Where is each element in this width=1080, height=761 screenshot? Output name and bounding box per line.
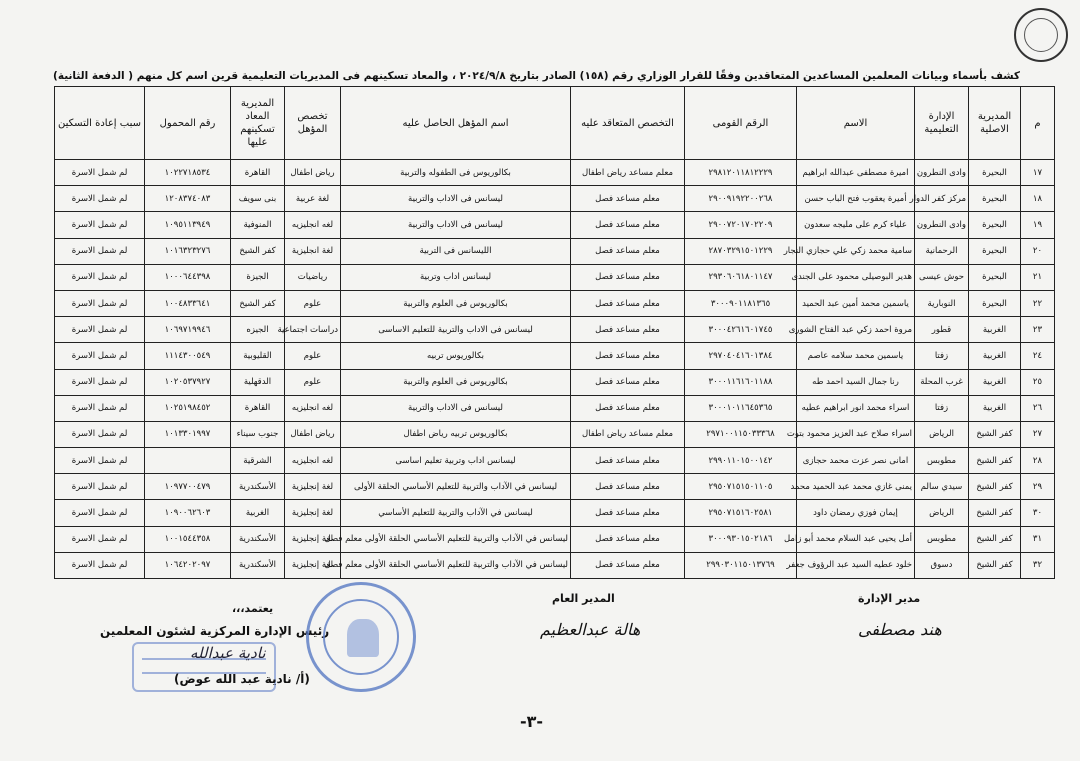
cell-orig-dir: كفر الشيخ xyxy=(969,448,1021,474)
col-qualification: اسم المؤهل الحاصل عليه xyxy=(341,87,571,160)
cell-name: اسراء صلاح عبد العزيز محمود بتوت xyxy=(797,421,915,447)
cell-edu-admin: دسوق xyxy=(915,552,969,578)
cell-new-dir: المنوفية xyxy=(231,212,285,238)
cell-mobile: ١٠٩٧٧٠٠٤٧٩ xyxy=(145,474,231,500)
cell-qualification: ليسانس في الآداب والتربية للتعليم الأساسي الحلقة الأولى xyxy=(341,474,571,500)
cell-national-id: ٣٠٠٠٤٢٦١٦٠١٧٤٥ xyxy=(685,317,797,343)
cell-qualification: بكالوريوس فى العلوم والتربية xyxy=(341,369,571,395)
cell-mobile xyxy=(145,448,231,474)
cell-qualification: بكالوريوس تربيه رياض اطفال xyxy=(341,421,571,447)
cell-orig-dir: البحيرة xyxy=(969,212,1021,238)
cell-new-dir: بنى سويف xyxy=(231,186,285,212)
cell-edu-admin: قطور xyxy=(915,317,969,343)
cell-qualification: ليسانس اداب وتربية xyxy=(341,264,571,290)
cell-qualification: بكالوريوس فى الطفوله والتربية xyxy=(341,160,571,186)
cell-contract-spec: معلم مساعد فصل xyxy=(571,264,685,290)
table-row xyxy=(55,448,1055,474)
cell-national-id: ٢٨٧٠٣٢٩١٥٠١٢٢٩ xyxy=(685,238,797,264)
cell-num: ٣٠ xyxy=(1021,500,1055,526)
cell-name: إيمان فوزي رمضان داود xyxy=(797,500,915,526)
cell-num: ١٩ xyxy=(1021,212,1055,238)
cell-qualification: ليسانس فى الاداب والتربية للتعليم الاساسى xyxy=(341,317,571,343)
cell-new-dir: الأسكندرية xyxy=(231,474,285,500)
cell-mobile: ١٠١٣٣٠١٩٩٧ xyxy=(145,421,231,447)
cell-orig-dir: الغربية xyxy=(969,369,1021,395)
cell-mobile: ١٠٢٢٧١٨٥٣٤ xyxy=(145,160,231,186)
cell-qual-spec: دراسات اجتماعية xyxy=(285,317,341,343)
cell-edu-admin: النوبارية xyxy=(915,290,969,316)
cell-new-dir: القاهرة xyxy=(231,395,285,421)
table-row xyxy=(55,552,1055,578)
cell-name: مروة احمد زكي عبد الفتاح الشورى xyxy=(797,317,915,343)
cell-edu-admin: زفتا xyxy=(915,395,969,421)
cell-num: ٢٥ xyxy=(1021,369,1055,395)
official-stamp xyxy=(306,582,416,692)
cell-edu-admin: وادى النطرون xyxy=(915,160,969,186)
cell-qualification: ليسانس في الآداب والتربية للتعليم الأساسي الحلقة الأولى معلم فصل xyxy=(341,526,571,552)
cell-name: أميرة يعقوب فتح الباب حسن xyxy=(797,186,915,212)
cell-num: ٢٨ xyxy=(1021,448,1055,474)
cell-reason: لم شمل الاسرة xyxy=(55,474,145,500)
cell-contract-spec: معلم مساعد فصل xyxy=(571,448,685,474)
cell-new-dir: الأسكندرية xyxy=(231,526,285,552)
cell-new-dir: القليوبية xyxy=(231,343,285,369)
cell-num: ١٨ xyxy=(1021,186,1055,212)
cell-new-dir: الغربية xyxy=(231,500,285,526)
cell-national-id: ٣٠٠٠١٠١١٦٤٥٣٦٥ xyxy=(685,395,797,421)
cell-national-id: ٢٩٥٠٧١٥١٦٠٢٥٨١ xyxy=(685,500,797,526)
cell-mobile: ١٠٩٠٠٦٢٦٠٣ xyxy=(145,500,231,526)
cell-new-dir: الجيزة xyxy=(231,264,285,290)
col-reason: سبب إعادة التسكين xyxy=(55,87,145,160)
cell-qualification: ليسانس اداب وتربية تعليم اساسى xyxy=(341,448,571,474)
cell-qual-spec: لغه انجليزيه xyxy=(285,395,341,421)
cell-contract-spec: معلم مساعد فصل xyxy=(571,474,685,500)
cell-name: أمل يحيى عبد السلام محمد أبو زامل xyxy=(797,526,915,552)
cell-edu-admin: سيدي سالم xyxy=(915,474,969,500)
cell-new-dir: الشرقية xyxy=(231,448,285,474)
cell-orig-dir: البحيرة xyxy=(969,264,1021,290)
cell-edu-admin: الرياض xyxy=(915,421,969,447)
cell-qual-spec: لغة انجليزية xyxy=(285,238,341,264)
cell-new-dir: القاهرة xyxy=(231,160,285,186)
cell-name: سامية محمد زكي علي حجازي النجار xyxy=(797,238,915,264)
cell-contract-spec: معلم مساعد فصل xyxy=(571,500,685,526)
cell-reason: لم شمل الاسرة xyxy=(55,212,145,238)
cell-reason: لم شمل الاسرة xyxy=(55,160,145,186)
cell-num: ٢٢ xyxy=(1021,290,1055,316)
cell-qualification: ليسانس فى الاداب والتربية xyxy=(341,395,571,421)
cell-name: امانى نصر عزت محمد حجازى xyxy=(797,448,915,474)
cell-mobile: ١٠١٦٣٢٣٢٧٦ xyxy=(145,238,231,264)
page-number: -٣- xyxy=(520,712,544,731)
cell-qualification: الليسانس فى التربية xyxy=(341,238,571,264)
cell-edu-admin: الرحمانية xyxy=(915,238,969,264)
cell-qualification: بكالوريوس فى العلوم والتربية xyxy=(341,290,571,316)
cell-qual-spec: لغة إنجليزية xyxy=(285,500,341,526)
cell-national-id: ٢٩٨١٢٠١١٨١٢٢٢٩ xyxy=(685,160,797,186)
cell-edu-admin: مطوبس xyxy=(915,526,969,552)
cell-orig-dir: كفر الشيخ xyxy=(969,552,1021,578)
col-new-dir: المديرية المعاد تسكينهم عليها xyxy=(231,87,285,160)
cell-edu-admin: زفتا xyxy=(915,343,969,369)
cell-reason: لم شمل الاسرة xyxy=(55,421,145,447)
cell-edu-admin: مركز كفر الدوار xyxy=(915,186,969,212)
table-row xyxy=(55,421,1055,447)
table-row xyxy=(55,317,1055,343)
cell-orig-dir: البحيرة xyxy=(969,290,1021,316)
cell-qual-spec: لغة عربية xyxy=(285,186,341,212)
cell-reason: لم شمل الاسرة xyxy=(55,264,145,290)
cell-contract-spec: معلم مساعد فصل xyxy=(571,186,685,212)
cell-national-id: ٢٩٣٠٦٠٦١٨٠١١٤٧ xyxy=(685,264,797,290)
cell-reason: لم شمل الاسرة xyxy=(55,290,145,316)
cell-name: ياسمين محمد أمين عبد الحميد xyxy=(797,290,915,316)
cell-national-id: ٢٩٠٠٩١٩٢٢٠٠٢٦٨ xyxy=(685,186,797,212)
cell-contract-spec: معلم مساعد فصل xyxy=(571,290,685,316)
cell-contract-spec: معلم مساعد فصل xyxy=(571,317,685,343)
cell-qual-spec: علوم xyxy=(285,343,341,369)
table-row xyxy=(55,343,1055,369)
col-edu-admin: الإدارة التعليمية xyxy=(915,87,969,160)
cell-contract-spec: معلم مساعد رياض اطفال xyxy=(571,160,685,186)
cell-edu-admin: الرياض xyxy=(915,500,969,526)
table-row xyxy=(55,290,1055,316)
cell-new-dir: كفر الشيخ xyxy=(231,238,285,264)
cell-national-id: ٣٠٠٠٩٣٠١٥٠٢١٨٦ xyxy=(685,526,797,552)
cell-qual-spec: رياضيات xyxy=(285,264,341,290)
cell-mobile: ١٠٩٥١١٣٩٤٩ xyxy=(145,212,231,238)
cell-mobile: ١٠٢٠٥٣٧٩٢٧ xyxy=(145,369,231,395)
cell-name: هدير البوصيلى محمود على الجندى xyxy=(797,264,915,290)
cell-num: ٢٣ xyxy=(1021,317,1055,343)
cell-mobile: ١٠٠٠٦٤٤٣٩٨ xyxy=(145,264,231,290)
cell-mobile: ١٢٠٨٣٧٤٠٨٣ xyxy=(145,186,231,212)
cell-new-dir: كفر الشيخ xyxy=(231,290,285,316)
cell-contract-spec: معلم مساعد رياض اطفال xyxy=(571,421,685,447)
cell-new-dir: الأسكندرية xyxy=(231,552,285,578)
cell-orig-dir: الغربية xyxy=(969,317,1021,343)
cell-contract-spec: معلم مساعد فصل xyxy=(571,526,685,552)
gm-title: المدير العام xyxy=(552,592,615,605)
cell-new-dir: الدقهلية xyxy=(231,369,285,395)
cell-reason: لم شمل الاسرة xyxy=(55,343,145,369)
cell-qual-spec: لغه انجليزيه xyxy=(285,212,341,238)
cell-qual-spec: لغة إنجليزية xyxy=(285,552,341,578)
cell-qualification: ليسانس فى الاداب والتربية xyxy=(341,186,571,212)
cell-qual-spec: لغة إنجليزية xyxy=(285,526,341,552)
table-row xyxy=(55,238,1055,264)
cell-national-id: ٢٩٧١٠٠١١٥٠٣٣٣٦٨ xyxy=(685,421,797,447)
manager-title: مدير الإدارة xyxy=(858,592,921,605)
col-num: م xyxy=(1021,87,1055,160)
central-admin-title: رئيس الإدارة المركزية لشئون المعلمين xyxy=(100,624,330,638)
teachers-table xyxy=(54,86,1055,579)
ministry-logo xyxy=(1014,8,1068,62)
table-row xyxy=(55,526,1055,552)
cell-contract-spec: معلم مساعد فصل xyxy=(571,212,685,238)
cell-orig-dir: الغربية xyxy=(969,343,1021,369)
approval-label: يعتمد،،، xyxy=(232,602,274,615)
cell-mobile: ١٠٦٤٢٠٢٠٩٧ xyxy=(145,552,231,578)
cell-contract-spec: معلم مساعد فصل xyxy=(571,552,685,578)
cell-reason: لم شمل الاسرة xyxy=(55,395,145,421)
table-row xyxy=(55,369,1055,395)
page-title: كشف بأسماء وبيانات المعلمين المساعدين المتعاقدين وفقًا للقرار الوزاري رقم (١٥٨) الصادر بتاريخ ٢٠٢٤/٩/٨ ، والمعاد تسكينهم فى المديريات التعليمية قرين اسم كل منهم ( الدفعة الثانية) xyxy=(53,70,1020,82)
cell-name: اميرة مصطفى عبدالله ابراهيم xyxy=(797,160,915,186)
cell-orig-dir: البحيرة xyxy=(969,186,1021,212)
cell-orig-dir: كفر الشيخ xyxy=(969,421,1021,447)
cell-reason: لم شمل الاسرة xyxy=(55,526,145,552)
cell-mobile: ١٠٠١٥٤٤٣٥٨ xyxy=(145,526,231,552)
cell-num: ٣٢ xyxy=(1021,552,1055,578)
cell-reason: لم شمل الاسرة xyxy=(55,317,145,343)
cell-qual-spec: علوم xyxy=(285,369,341,395)
cell-national-id: ٢٩٩٠٣٠١١٥٠١٣٧٦٩ xyxy=(685,552,797,578)
cell-name: خلود عطيه السيد عبد الرؤوف جعفر xyxy=(797,552,915,578)
cell-num: ٢٠ xyxy=(1021,238,1055,264)
cell-reason: لم شمل الاسرة xyxy=(55,369,145,395)
cell-mobile: ١٠٢٥١٩٨٤٥٢ xyxy=(145,395,231,421)
cell-edu-admin: وادى النطرون xyxy=(915,212,969,238)
central-signature: نادية عبدالله xyxy=(190,644,266,662)
central-admin-name: (أ/ نادية عبد الله عوض) xyxy=(174,672,310,686)
cell-num: ١٧ xyxy=(1021,160,1055,186)
cell-reason: لم شمل الاسرة xyxy=(55,238,145,264)
cell-mobile: ١١١٤٣٠٠٥٤٩ xyxy=(145,343,231,369)
cell-orig-dir: كفر الشيخ xyxy=(969,500,1021,526)
cell-name: يمنى غازي محمد عبد الحميد محمد xyxy=(797,474,915,500)
cell-new-dir: الجيزه xyxy=(231,317,285,343)
cell-mobile: ١٠٦٩٧١٩٩٤٦ xyxy=(145,317,231,343)
manager-signature: هند مصطفى xyxy=(858,620,942,639)
cell-name: رنا جمال السيد احمد طه xyxy=(797,369,915,395)
table-row xyxy=(55,186,1055,212)
cell-contract-spec: معلم مساعد فصل xyxy=(571,395,685,421)
cell-reason: لم شمل الاسرة xyxy=(55,186,145,212)
cell-edu-admin: مطوبس xyxy=(915,448,969,474)
cell-name: اسراء محمد انور ابراهيم عطيه xyxy=(797,395,915,421)
cell-reason: لم شمل الاسرة xyxy=(55,448,145,474)
col-qual-spec: تخصص المؤهل xyxy=(285,87,341,160)
table-row xyxy=(55,395,1055,421)
cell-num: ٢١ xyxy=(1021,264,1055,290)
col-mobile: رقم المحمول xyxy=(145,87,231,160)
cell-num: ٢٧ xyxy=(1021,421,1055,447)
col-orig-dir: المديرية الاصلية xyxy=(969,87,1021,160)
cell-num: ٢٦ xyxy=(1021,395,1055,421)
cell-qualification: ليسانس في الآداب والتربية للتعليم الأساسي الحلقة الأولى معلم فصل xyxy=(341,552,571,578)
cell-reason: لم شمل الاسرة xyxy=(55,500,145,526)
cell-orig-dir: البحيرة xyxy=(969,238,1021,264)
table-header-row xyxy=(55,87,1055,160)
cell-qual-spec: لغه انجليزيه xyxy=(285,448,341,474)
cell-qual-spec: علوم xyxy=(285,290,341,316)
cell-contract-spec: معلم مساعد فصل xyxy=(571,343,685,369)
cell-qual-spec: رياض اطفال xyxy=(285,160,341,186)
cell-national-id: ٢٩٥٠٧١٥١٥٠١١٠٥ xyxy=(685,474,797,500)
col-national-id: الرقم القومى xyxy=(685,87,797,160)
cell-edu-admin: غرب المحلة xyxy=(915,369,969,395)
cell-national-id: ٢٩٠٠٧٢٠١٧٠٢٢٠٩ xyxy=(685,212,797,238)
cell-national-id: ٣٠٠٠١١٦١٦٠١١٨٨ xyxy=(685,369,797,395)
cell-orig-dir: كفر الشيخ xyxy=(969,526,1021,552)
cell-new-dir: جنوب سيناء xyxy=(231,421,285,447)
cell-name: ياسمين محمد سلامه عاصم xyxy=(797,343,915,369)
cell-orig-dir: البحيرة xyxy=(969,160,1021,186)
gm-signature: هالة عبدالعظيم xyxy=(540,620,641,639)
table-row xyxy=(55,160,1055,186)
cell-reason: لم شمل الاسرة xyxy=(55,552,145,578)
cell-num: ٢٤ xyxy=(1021,343,1055,369)
col-name: الاسم xyxy=(797,87,915,160)
cell-mobile: ١٠٠٤٨٣٣٦٤١ xyxy=(145,290,231,316)
table-row xyxy=(55,264,1055,290)
cell-orig-dir: الغربية xyxy=(969,395,1021,421)
cell-qualification: بكالوريوس تربيه xyxy=(341,343,571,369)
cell-qualification: ليسانس في الآداب والتربية للتعليم الأساسي xyxy=(341,500,571,526)
cell-national-id: ٣٠٠٠٩٠١١٨١٣٦٥ xyxy=(685,290,797,316)
cell-num: ٢٩ xyxy=(1021,474,1055,500)
cell-national-id: ٢٩٧٠٤٠٤١٦٠١٣٨٤ xyxy=(685,343,797,369)
cell-national-id: ٢٩٩٠١١٠١٥٠٠١٤٢ xyxy=(685,448,797,474)
cell-qual-spec: رياض اطفال xyxy=(285,421,341,447)
cell-contract-spec: معلم مساعد فصل xyxy=(571,369,685,395)
col-contract-spec: التخصص المتعاقد عليه xyxy=(571,87,685,160)
cell-qualification: ليسانس فى الاداب والتربية xyxy=(341,212,571,238)
cell-qual-spec: لغة إنجليزية xyxy=(285,474,341,500)
cell-contract-spec: معلم مساعد فصل xyxy=(571,238,685,264)
table-row xyxy=(55,474,1055,500)
table-row xyxy=(55,500,1055,526)
cell-num: ٣١ xyxy=(1021,526,1055,552)
cell-orig-dir: كفر الشيخ xyxy=(969,474,1021,500)
cell-name: علياء كرم على مليجه سعدون xyxy=(797,212,915,238)
cell-edu-admin: حوش عيسى xyxy=(915,264,969,290)
table-row xyxy=(55,212,1055,238)
